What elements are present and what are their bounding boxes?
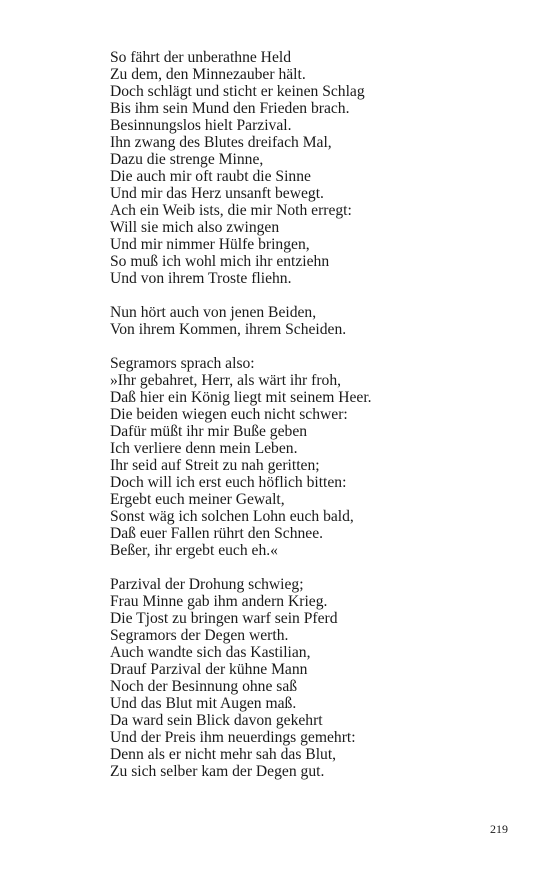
verse-line: Denn als er nicht mehr sah das Blut, [110,746,337,763]
verse-line: Die beiden wiegen euch nicht schwer: [110,406,348,423]
verse-line: Ihn zwang des Blutes dreifach Mal, [110,134,332,151]
verse-line: Ich verliere denn mein Leben. [110,440,298,457]
verse-line: Zu dem, den Minnezauber hält. [110,66,306,83]
verse-line: Doch will ich erst euch höflich bitten: [110,474,347,491]
stanza [110,304,530,338]
verse-line: Segramors sprach also: [110,355,255,372]
verse-line: Ach ein Weib ists, die mir Noth erregt: [110,202,352,219]
verse-line: Und mir das Herz unsanft bewegt. [110,185,324,202]
verse-line: Sonst wäg ich solchen Lohn euch bald, [110,508,354,525]
verse-line: Beßer, ihr ergebt euch eh.« [110,542,278,559]
verse-line: Daß euer Fallen rührt den Schnee. [110,525,324,542]
verse-line: Und der Preis ihm neuerdings gemehrt: [110,729,356,746]
verse-line: Von ihrem Kommen, ihrem Scheiden. [110,321,347,338]
verse-line: Und von ihrem Troste fliehn. [110,270,292,287]
verse-line: Dazu die strenge Minne, [110,151,264,168]
verse-line: So fährt der unberathne Held [110,49,291,66]
verse-line: Drauf Parzival der kühne Mann [110,661,308,678]
verse-line: Ihr seid auf Streit zu nah geritten; [110,457,320,474]
verse-line: Ergebt euch meiner Gewalt, [110,491,285,508]
verse-line: Und das Blut mit Augen maß. [110,695,297,712]
poem-text [110,49,530,797]
verse-line: Zu sich selber kam der Degen gut. [110,763,325,780]
stanza [110,49,530,287]
page-number: 219 [490,822,508,836]
verse-line: Die auch mir oft raubt die Sinne [110,168,311,185]
stanza [110,576,530,780]
verse-line: Und mir nimmer Hülfe bringen, [110,236,310,253]
verse-line: Die Tjost zu bringen warf sein Pferd [110,610,338,627]
verse-line: Bis ihm sein Mund den Frieden brach. [110,100,350,117]
verse-line: Doch schlägt und sticht er keinen Schlag [110,83,365,100]
verse-line: Besinnungslos hielt Parzival. [110,117,292,134]
verse-line: Da ward sein Blick davon gekehrt [110,712,323,729]
verse-line: Noch der Besinnung ohne saß [110,678,298,695]
verse-line: Dafür müßt ihr mir Buße geben [110,423,308,440]
verse-line: »Ihr gebahret, Herr, als wärt ihr froh, [110,372,342,389]
verse-line: Parzival der Drohung schwieg; [110,576,304,593]
stanza [110,355,530,559]
verse-line: So muß ich wohl mich ihr entziehn [110,253,330,270]
verse-line: Auch wandte sich das Kastilian, [110,644,311,661]
verse-line: Frau Minne gab ihm andern Krieg. [110,593,328,610]
verse-line: Will sie mich also zwingen [110,219,280,236]
verse-line: Nun hört auch von jenen Beiden, [110,304,317,321]
verse-line: Daß hier ein König liegt mit seinem Heer. [110,389,372,406]
verse-line: Segramors der Degen werth. [110,627,289,644]
